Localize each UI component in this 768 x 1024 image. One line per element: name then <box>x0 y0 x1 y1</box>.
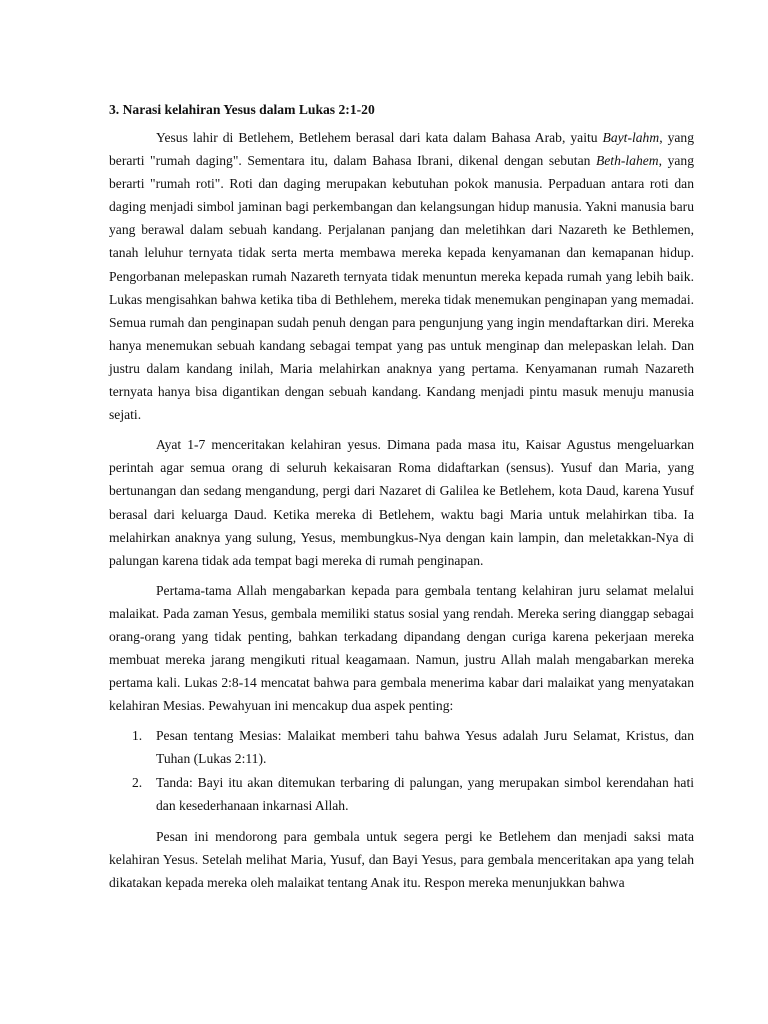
section-heading: 3. Narasi kelahiran Yesus dalam Lukas 2:1-20 <box>109 102 375 117</box>
paragraph-1-italic-b: Beth-lahem <box>595 153 659 169</box>
paragraph-4: Pesan ini mendorong para gembala untuk segera pergi ke Betlehem dan menjadi saksi mata kelahiran Yesus. Setelah melihat Maria, Yusuf, dan Bayi Yesus, para gembala menceritakan apa yang telah dikatakan kepada mereka oleh malaikat tentang Anak itu. Respon mereka menunjukkan bahwa <box>109 828 694 890</box>
list-item-number: 2. <box>132 774 143 790</box>
paragraph-2: Ayat 1-7 menceritakan kelahiran yesus. Dimana pada masa itu, Kaisar Agustus mengeluarkan perintah agar semua orang di seluruh kekaisaran Roma didaftarkan (sensus). Yusuf dan Maria, yang bertunangan dan sedang mengandung, pergi dari Nazaret di Galilea ke Betlehem, kota Daud, karena Yusuf berasal dari keluarga Daud. Ketika mereka di Betlehem, waktu bagi Maria untuk melahirkan tiba. Ia melahirkan anaknya yang sulung, Yesus, membungkus-Nya dengan kain lampin, dan meletakkan-Nya di palungan karena tidak ada tempat bagi mereka di rumah penginapan. <box>109 437 694 568</box>
paragraph-1-text-b: , yang berarti "rumah daging". Sementara itu, dalam Bahasa Ibrani, dikenal dengan sebutan <box>109 130 694 169</box>
document-page <box>109 98 694 901</box>
list-item <box>109 724 694 770</box>
paragraph-3: Pertama-tama Allah mengabarkan kepada para gembala tentang kelahiran juru selamat melalui malaikat. Pada zaman Yesus, gembala memiliki status sosial yang rendah. Mereka sering dianggap sebagai orang-orang yang tidak penting, bahkan terkadang dipandang dengan curiga karena pekerjaan mereka membuat mereka jarang mengikuti ritual keagamaan. Namun, justru Allah malah mengabarkan mereka pertama kali. Lukas 2:8-14 mencatat bahwa para gembala menerima kabar dari malaikat yang menyatakan kelahiran Mesias. Pewahyuan ini mencakup dua aspek penting: <box>109 582 694 714</box>
list-item <box>109 771 694 817</box>
paragraph-1 <box>109 126 694 426</box>
paragraph-1-italic-a: Bayt-lahm <box>602 130 660 145</box>
list-item-text: Pesan tentang Mesias: Malaikat memberi tahu bahwa Yesus adalah Juru Selamat, Kristus, dan Tuhan (Lukas 2:11). <box>156 728 694 767</box>
list-item-text: Tanda: Bayi itu akan ditemukan terbaring di palungan, yang merupakan simbol kerendahan hati dan kesederhanaan inkarnasi Allah. <box>156 774 694 813</box>
numbered-list <box>109 724 694 816</box>
list-item-number: 1. <box>132 728 143 744</box>
paragraph-1-text-a: Yesus lahir di Betlehem, Betlehem berasal dari kata dalam Bahasa Arab, yaitu <box>156 130 603 145</box>
paragraph-1-text-c: , yang berarti "rumah roti". Roti dan daging merupakan kebutuhan pokok manusia. Perpaduan antara roti dan daging menjadi simbol jaminan bagi perkembangan dan kelangsungan hidup manusia. Yakni manusia baru yang berawal dalam sebuah kandang. Perjalanan panjang dan meletihkan dari Nazareth ke Bethlemen, tanah leluhur ternyata tidak serta merta membawa mereka kepada kenyamanan dan kemapanan hidup. Pengorbanan melepaskan rumah Nazareth ternyata tidak menuntun mereka kepada rumah yang lebih baik. Lukas mengisahkan bahwa ketika tiba di Bethlehem, mereka tidak menemukan penginapan yang memadai. Semua rumah dan penginapan sudah penuh dengan para pengunjung yang ingin mendaftarkan diri. Mereka hanya menemukan sebuah kandang sebagai tempat yang pas untuk menginap dan melepaskan lelah. Dan justru dalam kandang inilah, Maria melahirkan anaknya yang pertama. Kenyamanan rumah Nazareth ternyata hanya bisa digantikan dengan sebuah kandang. Kandang menjadi pintu masuk menuju manusia sejati. <box>109 153 694 423</box>
